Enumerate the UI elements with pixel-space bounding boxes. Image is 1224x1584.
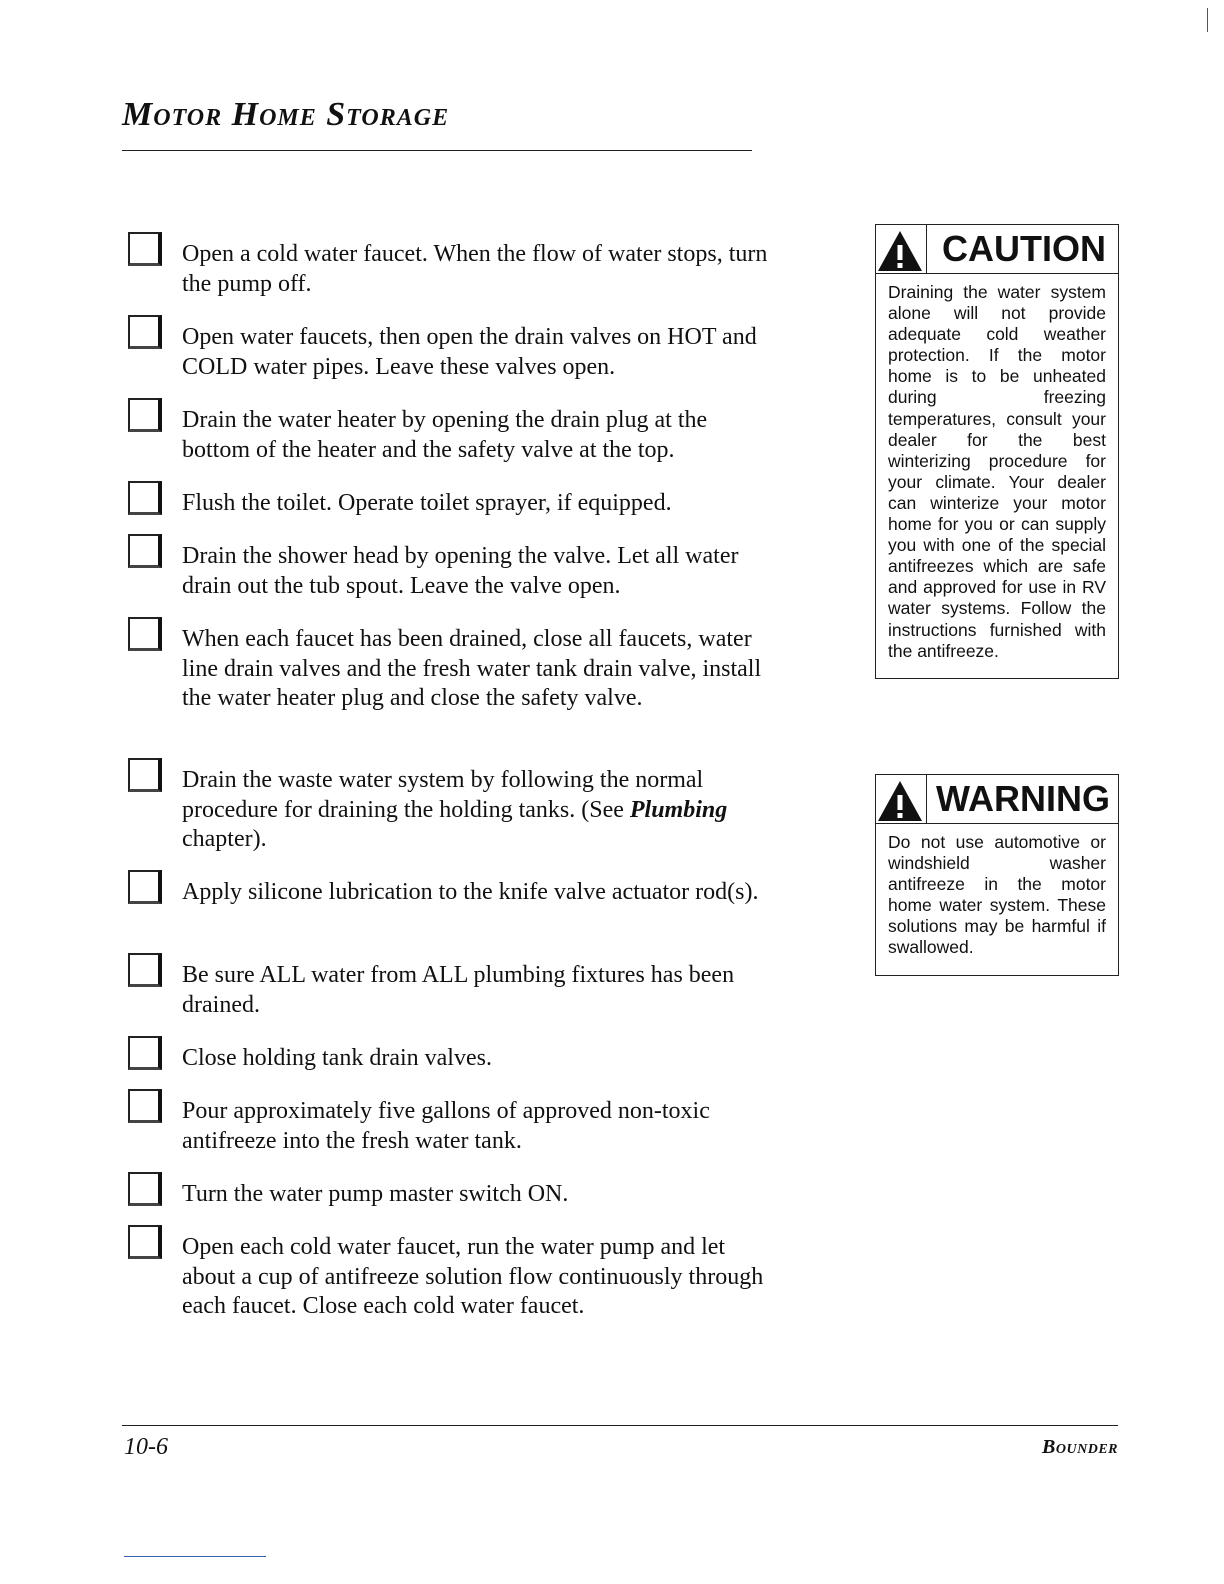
- checklist-item-text: Be sure ALL water from ALL plumbing fixtures has been drained.: [182, 962, 735, 1018]
- checkbox[interactable]: [128, 1089, 162, 1123]
- checklist-item-text: Open water faucets, then open the drain valves on HOT and COLD water pipes. Leave these valves open.: [182, 324, 757, 380]
- checkbox[interactable]: [128, 1225, 162, 1259]
- checklist-item-text: When each faucet has been drained, close all faucets, water line drain valves and the fresh water tank drain valve, install the water heater plug and close the safety valve.: [182, 626, 762, 711]
- caution-label: CAUTION: [942, 228, 1106, 269]
- checkbox[interactable]: [128, 953, 162, 987]
- checklist-item-text: Apply silicone lubrication to the knife valve actuator rod(s).: [182, 879, 759, 905]
- warning-label: WARNING: [936, 778, 1110, 819]
- brand-name: Bounder: [1042, 1436, 1118, 1458]
- text-segment: Drain the waste water system by following the normal procedure for draining the holding tanks. (See: [182, 767, 704, 823]
- warning-text: Do not use automotive or windshield washer antifreeze in the motor home water system. These solutions may be harmful if swallowed.: [888, 832, 1106, 958]
- caution-box: [875, 224, 1119, 679]
- plumbing-chapter-reference: Plumbing: [629, 796, 728, 823]
- checkbox[interactable]: [128, 481, 162, 515]
- checklist-item-text: Flush the toilet. Operate toilet sprayer, if equipped.: [182, 490, 672, 516]
- checkbox[interactable]: [128, 758, 162, 792]
- warning-header: [876, 775, 1118, 824]
- checkbox[interactable]: [128, 398, 162, 432]
- warning-triangle-icon: [876, 227, 924, 273]
- checklist-item-text: Drain the shower head by opening the valve. Let all water drain out the tub spout. Leave the valve open.: [182, 543, 739, 599]
- warning-box: [875, 774, 1119, 976]
- warning-triangle-icon: [876, 777, 924, 823]
- edge-mark: [1207, 8, 1210, 32]
- checkbox[interactable]: [128, 1172, 162, 1206]
- header-divider: [926, 225, 927, 273]
- checklist-item-text: Pour approximately five gallons of approved non-toxic antifreeze into the fresh water tank.: [182, 1098, 710, 1154]
- caution-text: Draining the water system alone will not provide adequate cold weather protection. If the motor home is to be unheated during freezing temperatures, consult your dealer for the best winterizing procedure for your climate. Your dealer can winterize your motor home for you or can supply you with one of the special antifreezes which are safe and approved for use in RV water systems. Follow the instructions furnished with the antifreeze.: [888, 282, 1106, 661]
- title-rule: [122, 150, 752, 151]
- checkbox[interactable]: [128, 534, 162, 568]
- checklist-item-text: Open each cold water faucet, run the water pump and let about a cup of antifreeze solution flow continuously through each faucet. Close each cold water faucet.: [182, 1234, 764, 1319]
- caution-header: [876, 225, 1118, 274]
- checkbox[interactable]: [128, 315, 162, 349]
- checklist-item-text: Open a cold water faucet. When the flow of water stops, turn the pump off.: [182, 241, 768, 297]
- checklist-item-text: Turn the water pump master switch ON.: [182, 1181, 569, 1207]
- page-number: 10-6: [124, 1434, 168, 1460]
- text-segment: chapter).: [182, 826, 267, 852]
- checklist-item-text: Close holding tank drain valves.: [182, 1045, 492, 1071]
- bottom-rule: [124, 1556, 266, 1557]
- page-title: Motor Home Storage: [122, 96, 450, 133]
- checkbox[interactable]: [128, 617, 162, 651]
- checklist-item-text: Drain the water heater by opening the drain plug at the bottom of the heater and the safety valve at the top.: [182, 407, 708, 463]
- checkbox[interactable]: [128, 232, 162, 266]
- footer-rule: [122, 1425, 1118, 1426]
- checkbox[interactable]: [128, 1036, 162, 1070]
- checklist-item-text: [182, 766, 772, 855]
- checkbox[interactable]: [128, 870, 162, 904]
- header-divider: [926, 775, 927, 823]
